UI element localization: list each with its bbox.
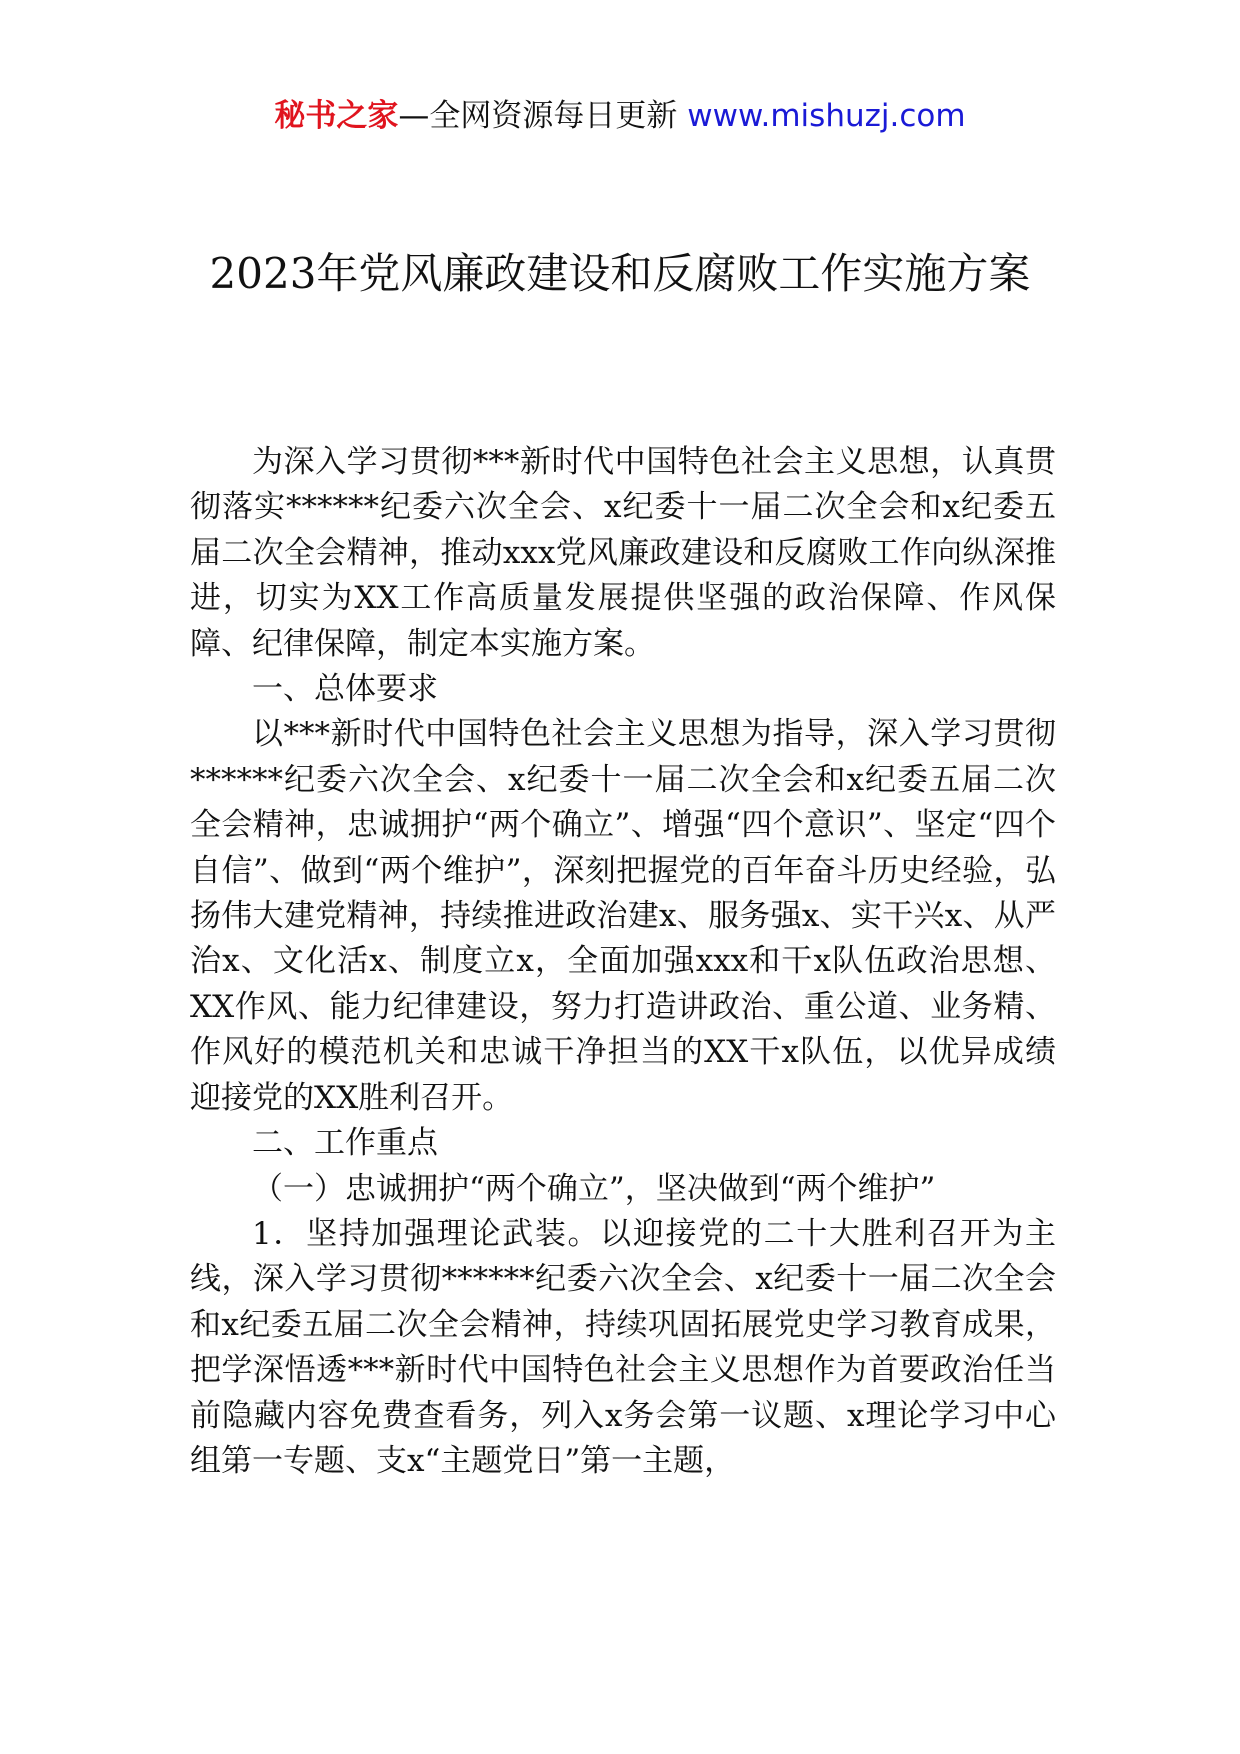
- site-tagline: —全网资源每日更新: [398, 98, 678, 134]
- site-header: [0, 96, 1240, 136]
- document-title: 2023年党风廉政建设和反腐败工作实施方案: [209, 249, 1031, 298]
- general-requirements-paragraph: 以***新时代中国特色社会主义思想为指导，深入学习贯彻******纪委六次全会、x纪委十一届二次全会和x纪委五届二次全会精神，忠诚拥护“两个确立”、增强“四个意识”、坚定“四个自信”、做到“两个维护”，深刻把握党的百年奋斗历史经验，弘扬伟大建党精神，持续推进政治建x、服务强x、实干兴x、从严治x、文化活x、制度立x，全面加强xxx和干x队伍政治思想、XX作风、能力纪律建设，努力打造讲政治、重公道、业务精、作风好的模范机关和忠诚干净担当的XX干x队伍，以优异成绩迎接党的XX胜利召开。: [190, 716, 1056, 1116]
- section-heading-work-focus: 二、工作重点: [252, 1125, 438, 1162]
- section-heading-general-requirements: 一、总体要求: [252, 671, 438, 708]
- document-body: [190, 440, 1056, 1484]
- subsection-heading-1: （一）忠诚拥护“两个确立”，坚决做到“两个维护”: [252, 1170, 936, 1207]
- item-paragraph-1: 1．坚持加强理论武装。以迎接党的二十大胜利召开为主线，深入学习贯彻******纪委六次全会、x纪委十一届二次全会和x纪委五届二次全会精神，持续巩固拓展党史学习教育成果，把学深悟透***新时代中国特色社会主义思想作为首要政治任当前隐藏内容免费查看务，列入x务会第一议题、x理论学习中心组第一专题、支x“主题党日”第一主题，: [190, 1215, 1056, 1479]
- intro-paragraph: 为深入学习贯彻***新时代中国特色社会主义思想，认真贯彻落实******纪委六次全会、x纪委十一届二次全会和x纪委五届二次全会精神，推动xxx党风廉政建设和反腐败工作向纵深推进，切实为XX工作高质量发展提供坚强的政治保障、作风保障、纪律保障，制定本实施方案。: [190, 444, 1056, 662]
- site-brand: 秘书之家: [274, 98, 399, 134]
- site-url-link[interactable]: www.mishuzj.com: [687, 98, 966, 134]
